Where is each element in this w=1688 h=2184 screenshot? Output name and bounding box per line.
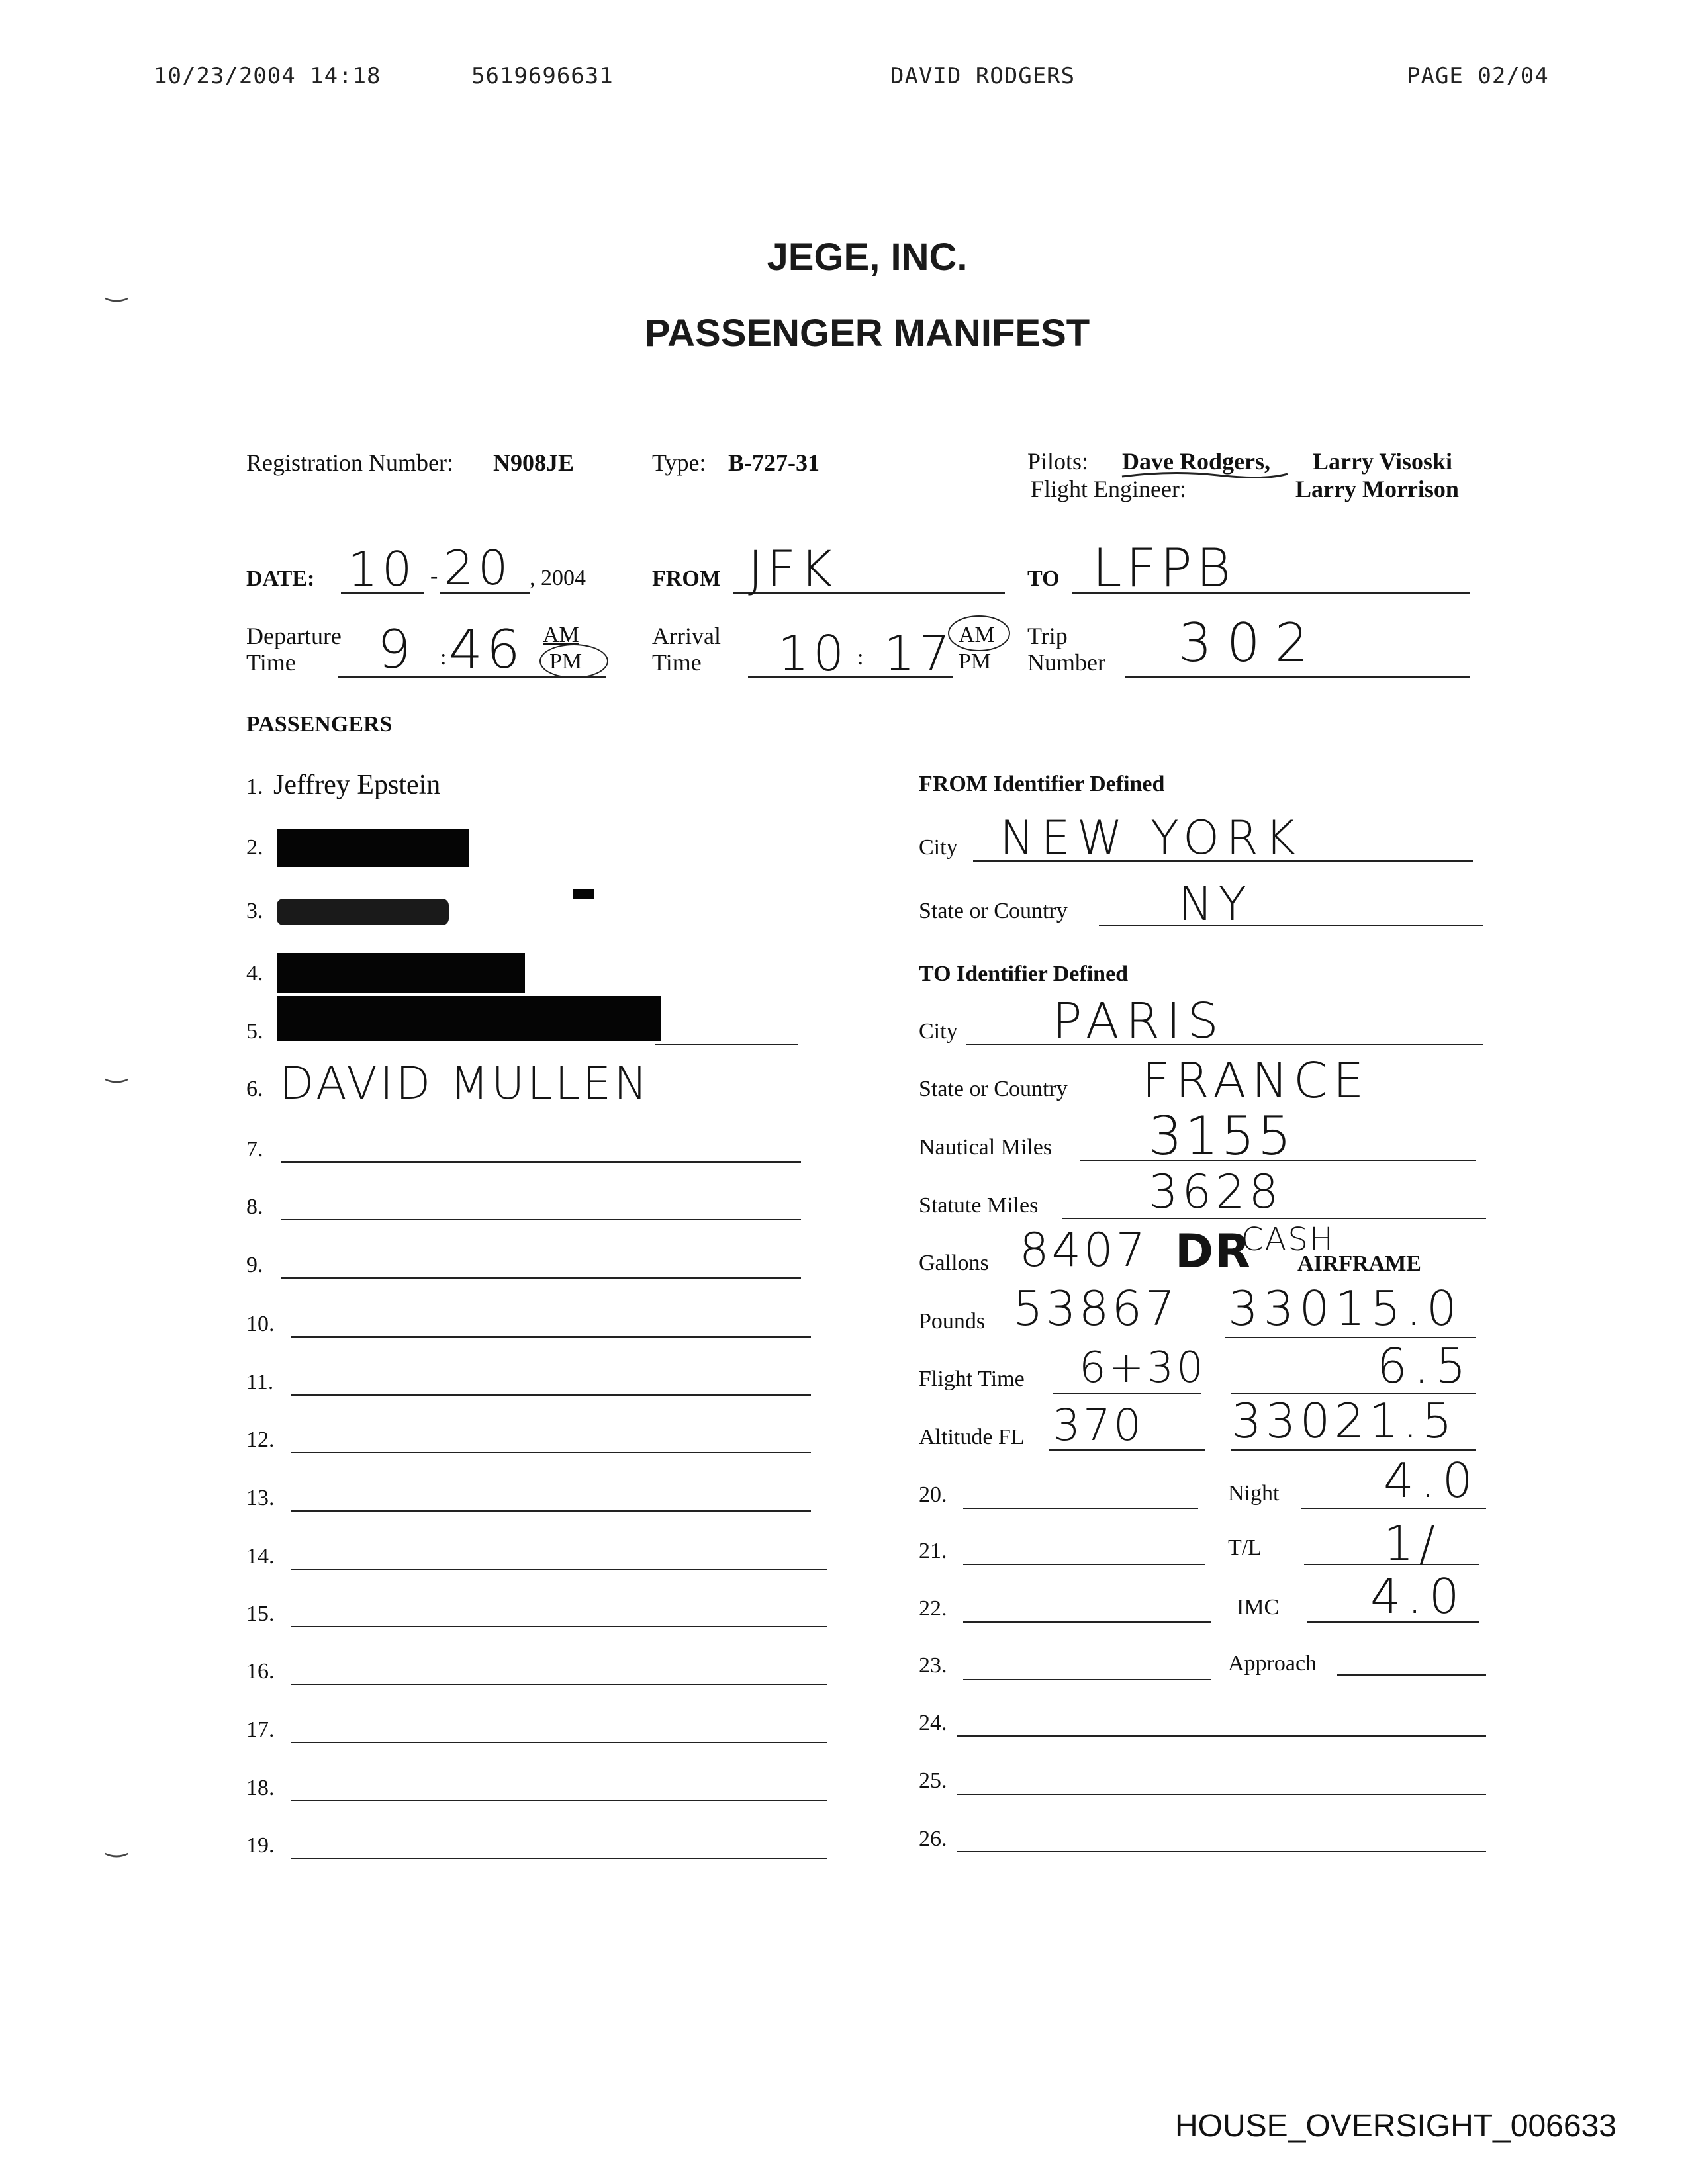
gallons-note: DR [1175, 1224, 1252, 1279]
airframe-label: AIRFRAME [1297, 1251, 1421, 1276]
passenger-number: 10. [246, 1312, 275, 1336]
airframe-flight-time-value: 6.5 [1377, 1338, 1473, 1394]
to-city-label: City [919, 1019, 958, 1044]
trip-number-label: Number [1027, 649, 1105, 676]
line-number: 24. [919, 1711, 947, 1735]
arrival-label: Arrival [652, 623, 721, 649]
passenger-number: 2. [246, 835, 263, 860]
arrival-colon: : [857, 645, 864, 670]
from-city-label: City [919, 835, 958, 860]
fax-datetime: 10/23/2004 14:18 [154, 63, 381, 89]
line-blank [957, 1794, 1486, 1795]
pilots-label: Pilots: [1027, 448, 1089, 475]
nautical-miles-value: 3155 [1149, 1105, 1294, 1167]
to-state-value: FRANCE [1142, 1052, 1370, 1109]
flight-engineer: Larry Morrison [1295, 476, 1459, 502]
passenger-line [291, 1626, 827, 1627]
document-title: PASSENGER MANIFEST [644, 312, 1090, 355]
to-label: TO [1027, 567, 1060, 591]
to-city-value: PARIS [1053, 993, 1225, 1050]
to-state-label: State or Country [919, 1077, 1068, 1101]
from-city-value: NEW YORK [1000, 811, 1302, 865]
passenger-line [291, 1684, 827, 1685]
passenger-number: 18. [246, 1776, 275, 1800]
to-airport: LFPB [1092, 537, 1235, 599]
from-state-label: State or Country [919, 899, 1068, 923]
tl-label: T/L [1228, 1535, 1262, 1560]
passenger-number: 11. [246, 1370, 274, 1394]
passenger-number: 3. [246, 899, 263, 923]
departure-label: Departure [246, 623, 342, 649]
registration-number: N908JE [493, 449, 575, 476]
redaction-box [277, 829, 469, 867]
line-blank [963, 1621, 1211, 1623]
passenger-line [291, 1336, 811, 1338]
night-value: 4.0 [1383, 1453, 1479, 1508]
arrival-minutes: 17 [884, 625, 955, 682]
passenger-line [655, 1044, 798, 1045]
arrival-pm: PM [959, 649, 992, 674]
line-number: 22. [919, 1596, 947, 1621]
line-number: 21. [919, 1539, 947, 1563]
line-number: 23. [919, 1653, 947, 1678]
redaction-box [277, 899, 449, 925]
passenger-number: 17. [246, 1717, 275, 1742]
pounds-value: 53867 [1013, 1281, 1178, 1336]
aircraft-type: B-727-31 [728, 449, 820, 476]
from-state-value: NY [1178, 877, 1252, 931]
departure-colon: : [440, 645, 447, 670]
fax-phone: 5619696631 [471, 63, 614, 89]
airframe-altitude-line [1231, 1449, 1476, 1451]
date-dash: - [430, 564, 438, 588]
passengers-heading: PASSENGERS [246, 712, 393, 737]
passenger-number: 15. [246, 1602, 275, 1626]
nautical-miles-label: Nautical Miles [919, 1135, 1053, 1160]
passenger-number: 5. [246, 1019, 263, 1044]
tl-value: 1/ [1383, 1516, 1441, 1571]
passenger-number: 13. [246, 1486, 275, 1510]
passenger-line [291, 1800, 827, 1801]
passenger-line [291, 1510, 811, 1512]
from-identifier-heading: FROM Identifier Defined [919, 772, 1165, 796]
line-number: 26. [919, 1827, 947, 1851]
passenger-number: 6. [246, 1077, 263, 1101]
line-blank [957, 1851, 1486, 1852]
date-day: 20 [444, 540, 512, 596]
passenger-line [291, 1569, 827, 1570]
fax-sender: DAVID RODGERS [890, 63, 1076, 89]
flight-engineer-label: Flight Engineer: [1031, 476, 1186, 502]
flight-time-value: 6+30 [1079, 1343, 1206, 1392]
departure-pm-circle [539, 644, 608, 678]
statute-miles-value: 3628 [1149, 1165, 1283, 1219]
line-blank [957, 1735, 1486, 1737]
date-label: DATE: [246, 567, 315, 591]
line-blank [963, 1508, 1198, 1509]
pilot-1: Dave Rodgers, [1122, 448, 1270, 475]
trip-label: Trip [1027, 623, 1068, 649]
pilot-2: Larry Visoski [1313, 448, 1453, 475]
to-identifier-heading: TO Identifier Defined [919, 962, 1129, 986]
passenger-number: 7. [246, 1137, 263, 1161]
passenger-line [291, 1858, 827, 1859]
passenger-line [281, 1219, 801, 1220]
punch-hole-mark: ‿ [106, 1053, 128, 1083]
redaction-box [277, 996, 661, 1041]
from-label: FROM [652, 567, 721, 591]
line-blank [963, 1679, 1211, 1680]
imc-value: 4.0 [1370, 1569, 1466, 1624]
arrival-am-circle [948, 615, 1010, 651]
date-year: , 2004 [530, 566, 586, 590]
trip-number: 302 [1178, 612, 1323, 674]
passenger-line [291, 1452, 811, 1453]
arrival-hour: 10 [778, 625, 849, 682]
airframe-altitude-value: 33021.5 [1231, 1393, 1456, 1449]
date-month: 10 [348, 541, 416, 597]
approach-line [1337, 1674, 1486, 1676]
passenger-number: 4. [246, 961, 263, 985]
altitude-value: 370 [1053, 1400, 1144, 1451]
passenger-number: 14. [246, 1544, 275, 1569]
company-name: JEGE, INC. [767, 236, 968, 279]
altitude-label: Altitude FL [919, 1425, 1025, 1449]
line-number: 20. [919, 1482, 947, 1507]
passenger-number: 8. [246, 1195, 263, 1219]
gallons-value: 8407 [1019, 1223, 1149, 1277]
airframe-pounds-value: 33015.0 [1228, 1281, 1462, 1336]
departure-am: AM [543, 623, 579, 647]
departure-pm: PM [549, 649, 583, 674]
approach-label: Approach [1228, 1651, 1317, 1676]
passenger-line [281, 1161, 801, 1163]
flight-time-line [1053, 1393, 1201, 1394]
flight-time-label: Flight Time [919, 1367, 1025, 1391]
passenger-line [291, 1742, 827, 1743]
passenger-number: 1. [246, 774, 263, 799]
gallons-label: Gallons [919, 1251, 989, 1275]
fax-page: PAGE 02/04 [1407, 63, 1549, 89]
passenger-number: 16. [246, 1659, 275, 1684]
departure-time-label: Time [246, 649, 296, 676]
imc-label: IMC [1237, 1595, 1280, 1619]
from-airport: JFK [748, 539, 837, 598]
line-number: 25. [919, 1768, 947, 1793]
departure-minutes: 46 [449, 619, 524, 680]
pounds-label: Pounds [919, 1309, 986, 1334]
from-state-line [1099, 925, 1483, 926]
punch-hole-mark: ‿ [106, 272, 128, 302]
bates-stamp: HOUSE_OVERSIGHT_006633 [1175, 2109, 1617, 2144]
night-label: Night [1228, 1481, 1280, 1506]
passenger-number: 19. [246, 1833, 275, 1858]
trip-line [1125, 676, 1470, 678]
passenger-line [281, 1277, 801, 1279]
redaction-box [277, 953, 525, 993]
arrival-time-label: Time [652, 649, 702, 676]
passenger-line [291, 1394, 811, 1396]
redaction-mark [573, 889, 594, 899]
passenger-number: 9. [246, 1253, 263, 1277]
type-label: Type: [652, 449, 706, 476]
pilot-underline-scribble [1119, 469, 1291, 484]
passenger-name-handwritten: DAVID MULLEN [279, 1058, 650, 1110]
line-blank [963, 1564, 1205, 1565]
punch-hole-mark: ‿ [106, 1827, 128, 1857]
departure-hour: 9 [377, 619, 415, 680]
passenger-number: 12. [246, 1428, 275, 1452]
passenger-name: Jeffrey Epstein [273, 770, 441, 800]
cash-note: CASH [1241, 1221, 1335, 1258]
arrival-am: AM [959, 623, 995, 647]
registration-label: Registration Number: [246, 449, 453, 476]
statute-miles-label: Statute Miles [919, 1193, 1039, 1218]
